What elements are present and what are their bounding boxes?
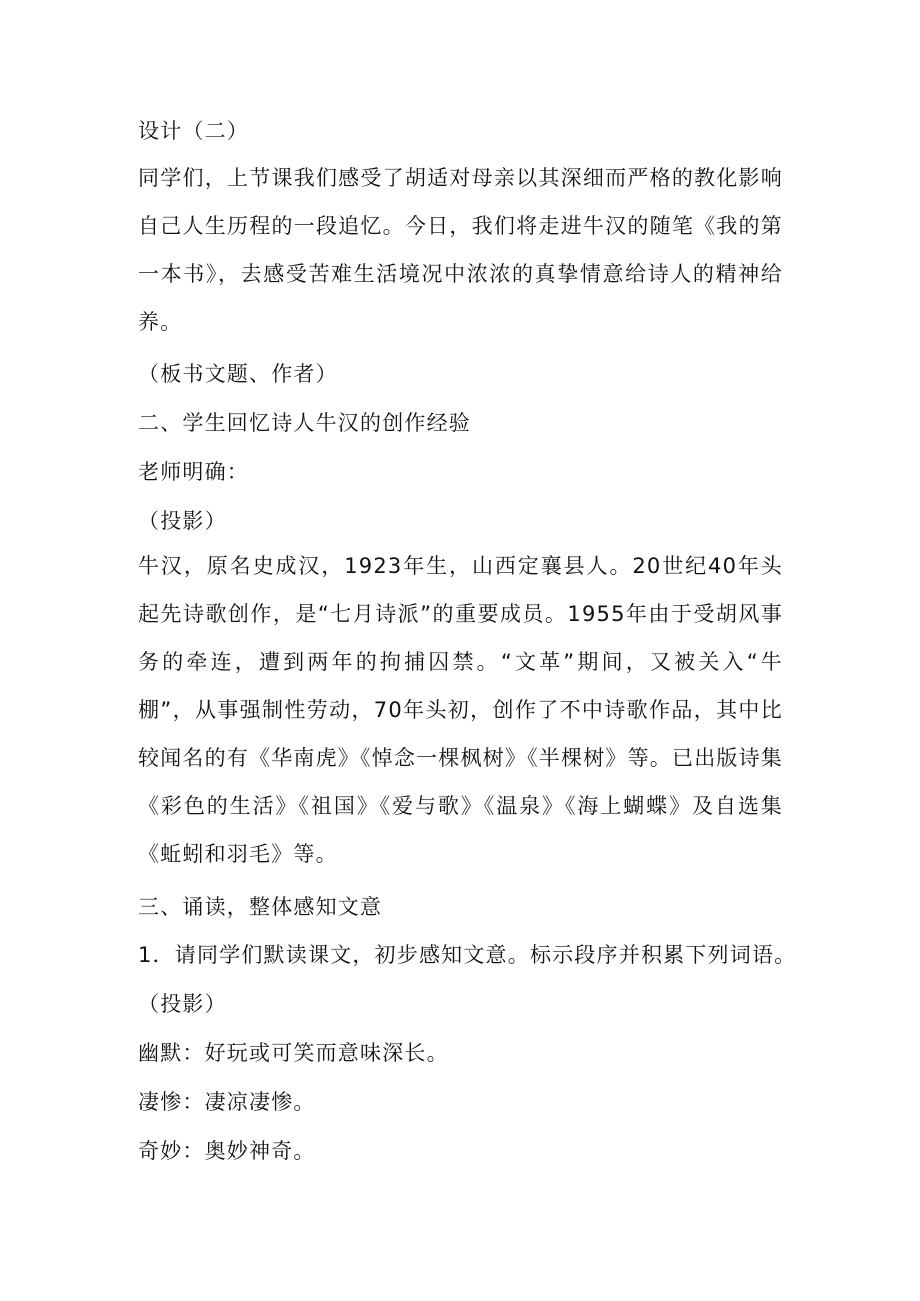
section-2-title: 二、学生回忆诗人牛汉的创作经验 xyxy=(138,411,471,435)
task-1: 1．请同学们默读课文，初步感知文意。标示段序并积累下列词语。 xyxy=(138,943,797,967)
section-3-title: 三、诵读，整体感知文意 xyxy=(138,895,383,919)
projection-note-2: （投影） xyxy=(138,992,227,1016)
vocab-term: 奇妙 xyxy=(138,1139,183,1163)
board-note: （板书文题、作者） xyxy=(138,362,338,386)
intro-paragraph: 同学们，上节课我们感受了胡适对母亲以其深细而严格的教化影响自己人生历程的一段追忆。今日，我们将走进牛汉的随笔《我的第一本书》，去感受苦难生活境况中浓浓的真挚情意给诗人的精神给养。 xyxy=(138,166,783,334)
vocab-term: 幽默 xyxy=(138,1041,183,1065)
author-bio-paragraph: 牛汉，原名史成汉，1923年生，山西定襄县人。20世纪40年头起先诗歌创作，是“七月诗派”的重要成员。1955年由于受胡风事务的牵连，遭到两年的拘捕囚禁。“文革”期间，又被关入“牛棚”，从事强制性劳动，70年头初，创作了不中诗歌作品，其中比较闻名的有《华南虎》《悼念一棵枫树》《半棵树》等。已出版诗集《彩色的生活》《祖国》《爱与歌》《温泉》《海上蝴蝶》及自选集《蚯蚓和羽毛》等。 xyxy=(138,554,783,866)
vocab-item xyxy=(138,1087,316,1117)
teacher-clarify-label: 老师明确： xyxy=(138,460,249,484)
vocab-definition: ：奥妙神奇。 xyxy=(182,1139,316,1163)
vocab-item xyxy=(138,1136,316,1166)
vocab-definition: ：凄凉凄惨。 xyxy=(182,1090,316,1114)
projection-note-1: （投影） xyxy=(138,509,227,533)
design-heading: 设计（二） xyxy=(138,119,249,143)
vocab-item xyxy=(138,1038,449,1068)
vocab-term: 凄惨 xyxy=(138,1090,183,1114)
vocab-definition: ：好玩或可笑而意味深长。 xyxy=(182,1041,449,1065)
